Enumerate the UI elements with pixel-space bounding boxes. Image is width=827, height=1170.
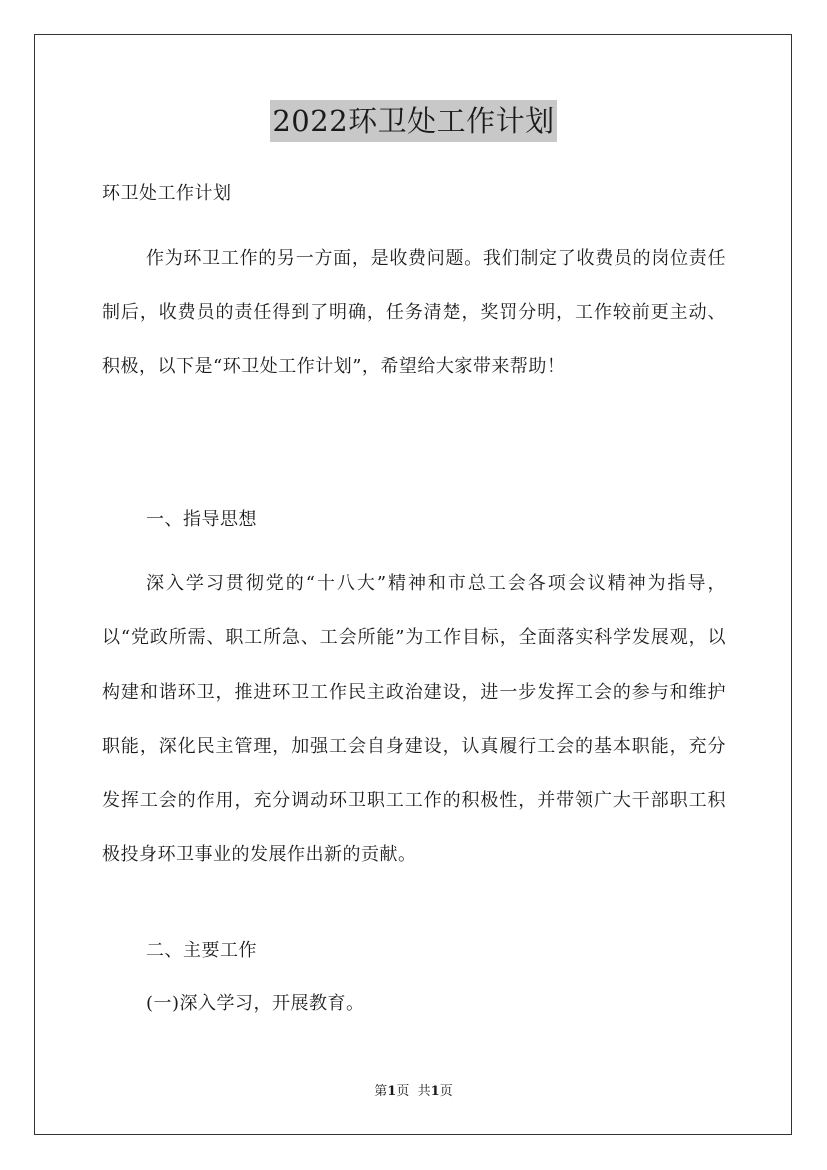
- document-subtitle: 环卫处工作计划: [102, 183, 232, 204]
- section-heading-main-work: 二、主要工作: [146, 940, 257, 961]
- guiding-thought-paragraph: 深入学习贯彻党的“十八大”精神和市总工会各项会议精神为指导，以“党政所需、职工所急、工会所能”为工作目标，全面落实科学发展观，以构建和谐环卫，推进环卫工作民主政治建设，进一步发挥工会的参与和维护职能，深化民主管理，加强工会自身建设，认真履行工会的基本职能，充分发挥工会的作用，充分调动环卫职工工作的积极性，并带领广大干部职工积极投身环卫事业的发展作出新的贡献。: [102, 573, 726, 866]
- page-footer: [0, 1083, 827, 1101]
- section-heading-guiding-thought: 一、指导思想: [146, 509, 257, 530]
- intro-paragraph: 作为环卫工作的另一方面，是收费问题。我们制定了收费员的岗位责任制后，收费员的责任得到了明确，任务清楚，奖罚分明，工作较前更主动、积极，以下是“环卫处工作计划”，希望给大家带来帮助！: [102, 248, 726, 377]
- page-prefix: 第: [374, 1084, 388, 1099]
- total-pages: 1: [430, 1084, 440, 1099]
- total-suffix: 页: [439, 1084, 453, 1099]
- subsection-heading-study: (一)深入学习，开展教育。: [146, 993, 365, 1014]
- page-suffix: 页: [396, 1084, 410, 1099]
- total-prefix: 共: [417, 1084, 431, 1099]
- page-number: 1: [387, 1084, 397, 1099]
- title-container: [0, 100, 827, 142]
- document-title: 2022环卫处工作计划: [270, 100, 556, 142]
